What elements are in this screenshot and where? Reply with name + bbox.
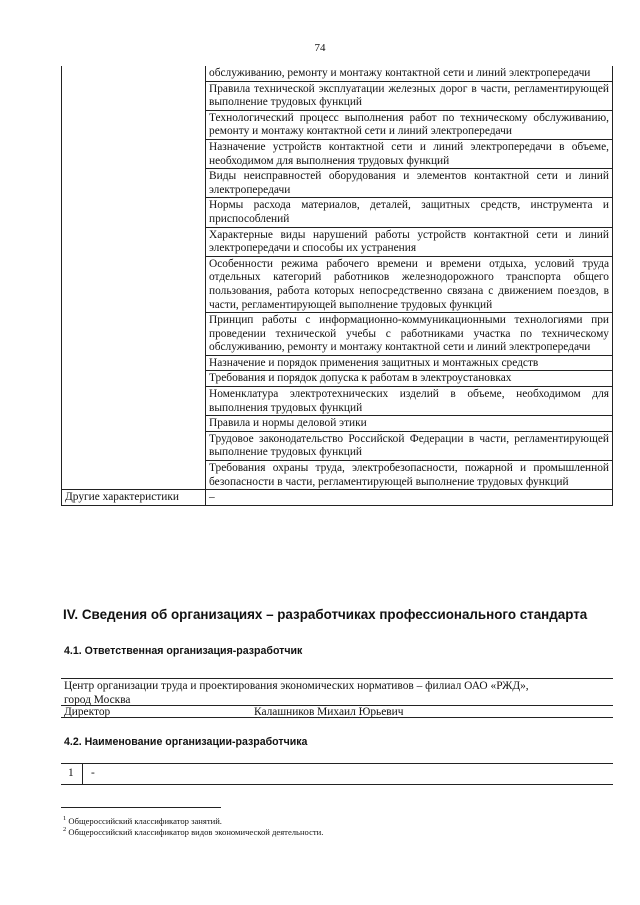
table-row	[62, 66, 613, 81]
org-bottom-rule	[61, 717, 613, 718]
developer-org-number: 1	[68, 767, 74, 779]
developer-org-heading: 4.2. Наименование организации-разработчика	[64, 736, 308, 748]
knowledge-item: Технологический процесс выполнения работ по техническому обслуживанию, ремонту и монтажу контактной сети и линий электропередачи	[206, 110, 613, 139]
footnote-2: $^2$ Общероссийский классификатор видов экономической деятельности.	[63, 826, 324, 837]
org-top-rule	[61, 678, 613, 679]
knowledge-item: Правила и нормы деловой этики	[206, 416, 613, 432]
org-name-line-1: Центр организации труда и проектирования экономических нормативов – филиал ОАО «РЖД»,	[64, 680, 529, 692]
knowledge-item: Нормы расхода материалов, деталей, защитных средств, инструмента и приспособлений	[206, 198, 613, 227]
other-characteristics-value: –	[206, 490, 613, 506]
knowledge-item: Требования и порядок допуска к работам в электроустановках	[206, 371, 613, 387]
column-divider	[82, 764, 83, 784]
developer-org-name: -	[91, 767, 95, 779]
knowledge-item: обслуживанию, ремонту и монтажу контактной сети и линий электропередачи	[206, 66, 613, 81]
knowledge-item: Принцип работы с информационно-коммуникационными технологиями при проведении технической учебы с работниками участка по техническому обслуживанию, ремонту и монтажу контактной сети и линий электропередачи	[206, 313, 613, 356]
org-name-line-2: город Москва	[64, 694, 131, 706]
category-cell	[62, 66, 206, 490]
knowledge-item: Назначение устройств контактной сети и линий электропередачи в объеме, необходимом для выполнения трудовых функций	[206, 139, 613, 168]
footnote-separator	[61, 807, 221, 808]
knowledge-item: Виды неисправностей оборудования и элементов контактной сети и линий электропередачи	[206, 169, 613, 198]
developer-org-table	[61, 763, 613, 785]
footnote-1: $^1$ Общероссийский классификатор занятий.	[63, 815, 222, 826]
knowledge-item: Характерные виды нарушений работы устройств контактной сети и линий электропередачи и способы их устранения	[206, 227, 613, 256]
knowledge-item: Требования охраны труда, электробезопасности, пожарной и промышленной безопасности в части, регламентирующей выполнение трудовых функций	[206, 461, 613, 490]
director-name: Калашников Михаил Юрьевич	[254, 706, 404, 718]
knowledge-item: Правила технической эксплуатации железных дорог в части, регламентирующей выполнение трудовых функций	[206, 81, 613, 110]
knowledge-item: Назначение и порядок применения защитных и монтажных средств	[206, 355, 613, 371]
page-number: 74	[314, 42, 326, 54]
knowledge-item: Трудовое законодательство Российской Федерации в части, регламентирующей выполнение трудовых функций	[206, 431, 613, 460]
section-title: IV. Сведения об организациях – разработчиках профессионального стандарта	[63, 607, 588, 622]
knowledge-item: Номенклатура электротехнических изделий в объеме, необходимом для выполнения трудовых функций	[206, 387, 613, 416]
director-position: Директор	[64, 706, 111, 718]
responsible-org-heading: 4.1. Ответственная организация-разработчик	[64, 645, 303, 657]
knowledge-table	[61, 66, 613, 506]
other-characteristics-label: Другие характеристики	[62, 490, 206, 506]
knowledge-item: Особенности режима рабочего времени и времени отдыха, условий труда отдельных категорий работников железнодорожного транспорта общего пользования, работа которых непосредственно связана с движением поездов, в части, регламентирующей выполнение трудовых функций	[206, 256, 613, 312]
other-characteristics-row	[62, 490, 613, 506]
